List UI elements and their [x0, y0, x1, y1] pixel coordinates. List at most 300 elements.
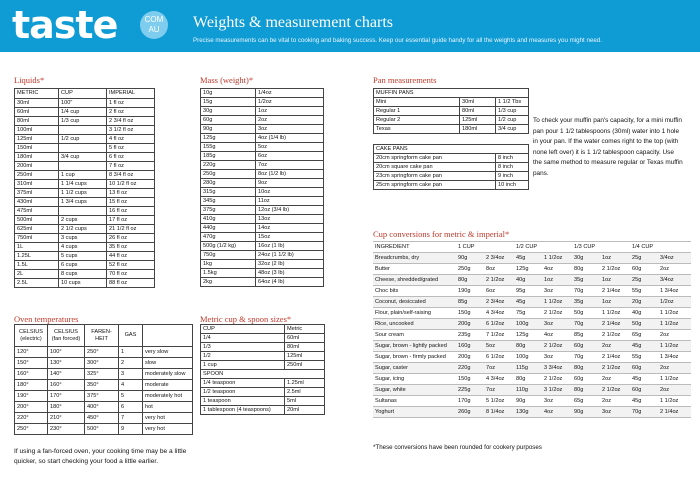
- cups-cell: 1/2oz: [658, 297, 691, 308]
- cup-cell: 1/3: [201, 343, 285, 352]
- oven-cell: 500°: [85, 424, 119, 435]
- cups-cell: Butter: [373, 264, 456, 275]
- cups-cell: Choc bits: [373, 286, 456, 297]
- spoon-cell: 2.5ml: [285, 388, 325, 397]
- mass-row: [201, 116, 324, 125]
- spoon-header-cell: SPOON: [201, 370, 325, 379]
- liquids-cell: 2 cups: [59, 216, 107, 225]
- oven-row: [15, 424, 193, 435]
- liquids-cell: 1 1/4 cups: [59, 180, 107, 189]
- mass-cell: 4oz (1/4 lb): [256, 134, 324, 143]
- liquids-cell: 6 fl oz: [107, 153, 155, 162]
- liquids-cell: 70 fl oz: [107, 270, 155, 279]
- liquids-row: [15, 261, 155, 270]
- spoon-cell: 1 teaspoon: [201, 397, 285, 406]
- oven-cell: 180°: [48, 402, 85, 413]
- mass-cell: 48oz (3 lb): [256, 269, 324, 278]
- liquids-cell: 200ml: [15, 162, 59, 171]
- cups-cell: 4oz: [542, 330, 572, 341]
- mass-cell: 1oz: [256, 107, 324, 116]
- mass-cell: 155g: [201, 143, 256, 152]
- oven-cell: 100°: [48, 347, 85, 358]
- cake-cell: 8 inch: [496, 154, 529, 163]
- oven-cell: very hot: [143, 413, 193, 424]
- cups-cell: 200g: [456, 352, 484, 363]
- liquids-row: [15, 225, 155, 234]
- liquids-row: [15, 144, 155, 153]
- cups-cell: 7oz: [484, 385, 514, 396]
- mass-row: [201, 242, 324, 251]
- cups-header-cell: [658, 242, 691, 253]
- mass-cell: 250g: [201, 170, 256, 179]
- spoon-row: [201, 406, 325, 415]
- cups-cell: 1oz: [542, 275, 572, 286]
- oven-cell: 4: [119, 380, 143, 391]
- liquids-row: [15, 207, 155, 216]
- muffin-cell: 180ml: [460, 125, 496, 134]
- mass-row: [201, 125, 324, 134]
- oven-cell: 220°: [15, 413, 48, 424]
- cups-title: Cup conversions for metric & imperial*: [373, 229, 510, 239]
- cups-cell: 2oz: [658, 330, 691, 341]
- liquids-cell: 1 3/4 cups: [59, 198, 107, 207]
- liquids-cell: 375ml: [15, 189, 59, 198]
- cups-cell: Sour cream: [373, 330, 456, 341]
- liquids-cell: 310ml: [15, 180, 59, 189]
- liquids-cell: 17 fl oz: [107, 216, 155, 225]
- cups-cell: 1oz: [600, 253, 630, 264]
- mass-table: [200, 88, 324, 287]
- liquids-cell: 52 fl oz: [107, 261, 155, 270]
- cups-cell: 110g: [514, 385, 542, 396]
- oven-header-cell: FAREN-HEIT: [85, 325, 119, 347]
- liquids-cell: 5 cups: [59, 252, 107, 261]
- spoon-row: [201, 388, 325, 397]
- liquids-cell: 44 fl oz: [107, 252, 155, 261]
- mass-row: [201, 233, 324, 242]
- mass-cell: 125g: [201, 134, 256, 143]
- cups-cell: 85g: [572, 330, 600, 341]
- cups-cell: Coconut, desiccated: [373, 297, 456, 308]
- cups-row: [373, 396, 691, 407]
- cups-row: [373, 330, 691, 341]
- cups-cell: 65g: [630, 330, 658, 341]
- mass-cell: 1/2oz: [256, 98, 324, 107]
- oven-row: [15, 369, 193, 380]
- cups-cell: 2oz: [600, 374, 630, 385]
- liquids-row: [15, 243, 155, 252]
- cups-cell: 8oz: [484, 264, 514, 275]
- cups-cell: 4oz: [542, 407, 572, 418]
- muffin-cell: Regular 1: [374, 107, 460, 116]
- cups-cell: 2 1/2oz: [600, 264, 630, 275]
- cups-cell: 6 1/2oz: [484, 319, 514, 330]
- liquids-cell: 8 cups: [59, 270, 107, 279]
- cups-row: [373, 407, 691, 418]
- liquids-cell: 430ml: [15, 198, 59, 207]
- mass-cell: 13oz: [256, 215, 324, 224]
- liquids-row: [15, 180, 155, 189]
- cup-cell: 1/4: [201, 334, 285, 343]
- cups-cell: Sugar, caster: [373, 363, 456, 374]
- oven-row: [15, 402, 193, 413]
- muffin-row: [374, 98, 529, 107]
- cups-cell: 2 1/2oz: [542, 374, 572, 385]
- oven-note: If using a fan-forced oven, your cooking time may be a little quicker, so start checking your food a little earlier.: [14, 448, 187, 465]
- mass-title: Mass (weight)*: [200, 75, 254, 85]
- liquids-cell: 10 1/2 fl oz: [107, 180, 155, 189]
- cups-cell: 30g: [572, 253, 600, 264]
- liquids-row: [15, 99, 155, 108]
- mass-cell: 90g: [201, 125, 256, 134]
- cups-cell: 3oz: [600, 407, 630, 418]
- cups-header-cell: 1 CUP: [456, 242, 484, 253]
- liquids-cell: 10 cups: [59, 279, 107, 288]
- mass-cell: 16oz (1 lb): [256, 242, 324, 251]
- muffin-row: [374, 116, 529, 125]
- muffin-cell: Regular 2: [374, 116, 460, 125]
- oven-cell: 300°: [85, 358, 119, 369]
- cups-header-cell: INGREDIENT: [373, 242, 456, 253]
- liquids-row: [15, 270, 155, 279]
- mass-cell: 280g: [201, 179, 256, 188]
- liquids-cell: 13 fl oz: [107, 189, 155, 198]
- cups-cell: 65g: [572, 396, 600, 407]
- liquids-cell: 100ml: [15, 126, 59, 135]
- liquids-cell: 1 fl oz: [107, 99, 155, 108]
- mass-cell: 11oz: [256, 197, 324, 206]
- cups-cell: 3 1/2oz: [542, 385, 572, 396]
- liquids-row: [15, 108, 155, 117]
- oven-cell: 325°: [85, 369, 119, 380]
- liquids-cell: 1 1/2 cups: [59, 189, 107, 198]
- cups-cell: 2 3/4oz: [484, 297, 514, 308]
- cups-cell: 50g: [572, 308, 600, 319]
- liquids-cell: 30ml: [15, 99, 59, 108]
- cups-row: [373, 385, 691, 396]
- mass-cell: 15oz: [256, 233, 324, 242]
- liquids-table: [14, 88, 155, 288]
- cups-cell: 60g: [572, 374, 600, 385]
- liquids-row: [15, 234, 155, 243]
- muffin-pans-header: [374, 89, 529, 98]
- mass-cell: 345g: [201, 197, 256, 206]
- liquids-cell: 1/3 cup: [59, 117, 107, 126]
- cake-cell: 23cm springform cake pan: [374, 172, 496, 181]
- pan-title: Pan measurements: [373, 75, 437, 85]
- cups-cell: 80g: [572, 385, 600, 396]
- spoon-header: [201, 370, 325, 379]
- cups-header-cell: 1/3 CUP: [572, 242, 600, 253]
- cups-cell: 1oz: [600, 275, 630, 286]
- oven-cell: 120°: [15, 347, 48, 358]
- mass-cell: 14oz: [256, 224, 324, 233]
- liquids-row: [15, 171, 155, 180]
- cups-cell: 2 1/2oz: [542, 341, 572, 352]
- mass-cell: 7oz: [256, 161, 324, 170]
- cups-cell: 60g: [572, 341, 600, 352]
- mass-cell: 470g: [201, 233, 256, 242]
- liquids-row: [15, 153, 155, 162]
- cups-cell: 70g: [572, 319, 600, 330]
- liquids-cell: 500ml: [15, 216, 59, 225]
- cups-cell: 220g: [456, 363, 484, 374]
- cups-cell: 90g: [514, 396, 542, 407]
- cups-cell: 45g: [630, 396, 658, 407]
- cup-cell: 1/2: [201, 352, 285, 361]
- mass-cell: 9oz: [256, 179, 324, 188]
- liquids-cell: 1L: [15, 243, 59, 252]
- cups-footnote: *These conversions have been rounded for cookery purposes: [373, 444, 542, 451]
- liquids-cell: 5 fl oz: [107, 144, 155, 153]
- cups-cell: 2 1/4oz: [600, 286, 630, 297]
- liquids-cell: 1 cup: [59, 171, 107, 180]
- mass-cell: 64oz (4 lb): [256, 278, 324, 287]
- cups-cell: 55g: [630, 352, 658, 363]
- cups-cell: 70g: [630, 407, 658, 418]
- mass-cell: 32oz (2 lb): [256, 260, 324, 269]
- cups-cell: 25g: [630, 253, 658, 264]
- liquids-cell: 2 1/2 cups: [59, 225, 107, 234]
- cups-cell: 170g: [456, 396, 484, 407]
- oven-cell: 130°: [48, 358, 85, 369]
- cup-cell: 125ml: [285, 352, 325, 361]
- cups-header-cell: [484, 242, 514, 253]
- cups-cell: 2 1/4oz: [600, 352, 630, 363]
- liquids-cell: 1/2 cup: [59, 135, 107, 144]
- cups-cell: 2oz: [600, 341, 630, 352]
- cups-cell: 2oz: [658, 385, 691, 396]
- oven-cell: 200°: [15, 402, 48, 413]
- mass-row: [201, 170, 324, 179]
- oven-cell: 180°: [15, 380, 48, 391]
- mass-cell: 500g (1/2 kg): [201, 242, 256, 251]
- logo: taste: [12, 3, 118, 47]
- mass-cell: 2oz: [256, 116, 324, 125]
- cups-cell: 115g: [514, 363, 542, 374]
- liquids-cell: 625ml: [15, 225, 59, 234]
- cups-cell: 50g: [630, 319, 658, 330]
- cake-pans-header-cell: CAKE PANS: [374, 145, 529, 154]
- oven-table: [14, 324, 193, 435]
- cups-cell: 100g: [514, 352, 542, 363]
- liquids-cell: 3/4 cup: [59, 153, 107, 162]
- mass-row: [201, 161, 324, 170]
- liquids-cell: 60ml: [15, 108, 59, 117]
- cups-header-cell: 1/2 CUP: [514, 242, 542, 253]
- spoon-cell: 1.25ml: [285, 379, 325, 388]
- muffin-cell: 30ml: [460, 98, 496, 107]
- liquids-cell: [59, 144, 107, 153]
- oven-cell: very hot: [143, 424, 193, 435]
- oven-row: [15, 347, 193, 358]
- liquids-row: [15, 198, 155, 207]
- cups-cell: 2 3/4oz: [484, 253, 514, 264]
- mass-cell: 440g: [201, 224, 256, 233]
- cups-cell: 80g: [572, 363, 600, 374]
- cups-cell: 160g: [456, 341, 484, 352]
- cups-cell: 2 1/2oz: [600, 330, 630, 341]
- cups-cell: 2 1/2oz: [600, 385, 630, 396]
- mass-cell: 375g: [201, 206, 256, 215]
- cups-cell: 150g: [456, 374, 484, 385]
- cups-row: [373, 352, 691, 363]
- oven-header-cell: [143, 325, 193, 347]
- cake-pans-header: [374, 145, 529, 154]
- liquids-cell: 125ml: [15, 135, 59, 144]
- cups-cell: 85g: [456, 297, 484, 308]
- cups-cell: 2 1/2oz: [542, 308, 572, 319]
- cups-cell: 60g: [630, 264, 658, 275]
- cups-cell: 75g: [514, 308, 542, 319]
- muffin-cell: 1/3 cup: [496, 107, 529, 116]
- oven-cell: 230°: [48, 424, 85, 435]
- oven-cell: slow: [143, 358, 193, 369]
- oven-cell: 140°: [48, 369, 85, 380]
- cups-cell: 2oz: [658, 264, 691, 275]
- oven-cell: 2: [119, 358, 143, 369]
- mass-cell: 60g: [201, 116, 256, 125]
- mass-row: [201, 107, 324, 116]
- cups-cell: 1 1/2oz: [658, 374, 691, 385]
- oven-cell: 375°: [85, 391, 119, 402]
- cups-cell: 4 3/4oz: [484, 374, 514, 385]
- liquids-cell: 4 cups: [59, 243, 107, 252]
- muffin-cell: 1 1/2 Tbs: [496, 98, 529, 107]
- cake-cell: 25cm springform cake pan: [374, 181, 496, 190]
- spoon-cell: 1/4 teaspoon: [201, 379, 285, 388]
- cups-cell: 8 1/4oz: [484, 407, 514, 418]
- spoon-row: [201, 379, 325, 388]
- cup-header-row: [201, 325, 325, 334]
- cups-cell: 20g: [630, 297, 658, 308]
- mass-row: [201, 134, 324, 143]
- cup-header-cell: Metric: [285, 325, 325, 334]
- cups-cell: 5oz: [484, 341, 514, 352]
- cups-cell: 1 1/2oz: [542, 297, 572, 308]
- cups-cell: 45g: [514, 253, 542, 264]
- cups-cell: 6oz: [484, 286, 514, 297]
- mass-cell: 315g: [201, 188, 256, 197]
- mass-row: [201, 89, 324, 98]
- cups-cell: 260g: [456, 407, 484, 418]
- mass-cell: 10oz: [256, 188, 324, 197]
- muffin-pan-note: To check your muffin pan's capacity, for a mini muffin pan pour 1 1/2 tablespoons (30ml) water into 1 hole in your pan. If the water comes right to the top (with none left over) it is 1 1/2 tablespoon capacity. Use the same method to measure regular or Texas muffin pans.: [533, 117, 683, 177]
- liquids-cell: 88 fl oz: [107, 279, 155, 288]
- cups-cell: 80g: [456, 275, 484, 286]
- cups-row: [373, 275, 691, 286]
- cups-cell: 4 3/4oz: [484, 308, 514, 319]
- liquids-cell: 4 fl oz: [107, 135, 155, 144]
- cup-conversion-table: [373, 241, 691, 418]
- liquids-cell: 16 fl oz: [107, 207, 155, 216]
- cups-cell: 4oz: [542, 264, 572, 275]
- liquids-cell: 2L: [15, 270, 59, 279]
- liquids-cell: 1.25L: [15, 252, 59, 261]
- liquids-cell: 35 fl oz: [107, 243, 155, 252]
- mass-cell: 185g: [201, 152, 256, 161]
- liquids-row: [15, 162, 155, 171]
- liquids-cell: 2 fl oz: [107, 108, 155, 117]
- cups-cell: 3/4oz: [658, 253, 691, 264]
- cups-cell: 100g: [514, 319, 542, 330]
- muffin-row: [374, 107, 529, 116]
- cups-cell: Breadcrumbs, dry: [373, 253, 456, 264]
- cups-cell: 25g: [630, 275, 658, 286]
- liquids-row: [15, 135, 155, 144]
- cups-cell: 60g: [630, 385, 658, 396]
- oven-header-row: [15, 325, 193, 347]
- oven-cell: 250°: [85, 347, 119, 358]
- cups-header-cell: 1/4 CUP: [630, 242, 658, 253]
- oven-row: [15, 413, 193, 424]
- liquids-cell: 1/4 cup: [59, 108, 107, 117]
- cups-cell: 7 1/2oz: [484, 330, 514, 341]
- cups-cell: 1 3/4oz: [658, 286, 691, 297]
- mass-row: [201, 278, 324, 287]
- cups-cell: 3oz: [542, 286, 572, 297]
- oven-cell: 210°: [48, 413, 85, 424]
- liquids-cell: 21 1/2 fl oz: [107, 225, 155, 234]
- oven-cell: 160°: [15, 369, 48, 380]
- cake-row: [374, 172, 529, 181]
- muffin-cell: Texas: [374, 125, 460, 134]
- cake-row: [374, 154, 529, 163]
- oven-cell: hot: [143, 402, 193, 413]
- oven-cell: 1: [119, 347, 143, 358]
- cups-cell: 3oz: [542, 319, 572, 330]
- mass-row: [201, 143, 324, 152]
- mass-cell: 10g: [201, 89, 256, 98]
- cups-row: [373, 374, 691, 385]
- cake-row: [374, 163, 529, 172]
- mass-cell: 30g: [201, 107, 256, 116]
- cups-cell: 1 1/2oz: [658, 396, 691, 407]
- liquids-row: [15, 252, 155, 261]
- cups-cell: 7oz: [484, 363, 514, 374]
- mass-row: [201, 152, 324, 161]
- cups-cell: 3oz: [542, 352, 572, 363]
- muffin-cell: Mini: [374, 98, 460, 107]
- liquids-cell: 250ml: [15, 171, 59, 180]
- oven-header-cell: CELSIUS (fan forced): [48, 325, 85, 347]
- spoon-cell: 20ml: [285, 406, 325, 415]
- spoon-cell: 1 tablespoon (4 teaspoons): [201, 406, 285, 415]
- liquids-cell: 3 1/2 fl oz: [107, 126, 155, 135]
- mass-row: [201, 206, 324, 215]
- cups-cell: 80g: [514, 374, 542, 385]
- muffin-cell: 1/2 cup: [496, 116, 529, 125]
- cups-header-cell: [542, 242, 572, 253]
- cups-row: [373, 341, 691, 352]
- liquids-row: [15, 117, 155, 126]
- oven-cell: 150°: [15, 358, 48, 369]
- mass-cell: 5oz: [256, 143, 324, 152]
- spoon-cell: 5ml: [285, 397, 325, 406]
- oven-cell: very slow: [143, 347, 193, 358]
- liquids-cell: [59, 162, 107, 171]
- oven-cell: 190°: [15, 391, 48, 402]
- cups-cell: 150g: [456, 308, 484, 319]
- cups-cell: 40g: [514, 275, 542, 286]
- oven-row: [15, 391, 193, 402]
- liquids-cell: 2 3/4 fl oz: [107, 117, 155, 126]
- mass-cell: 410g: [201, 215, 256, 224]
- mass-row: [201, 179, 324, 188]
- cups-cell: 2 1/2oz: [484, 275, 514, 286]
- mass-row: [201, 224, 324, 233]
- liquids-header-cell: CUP: [59, 89, 107, 99]
